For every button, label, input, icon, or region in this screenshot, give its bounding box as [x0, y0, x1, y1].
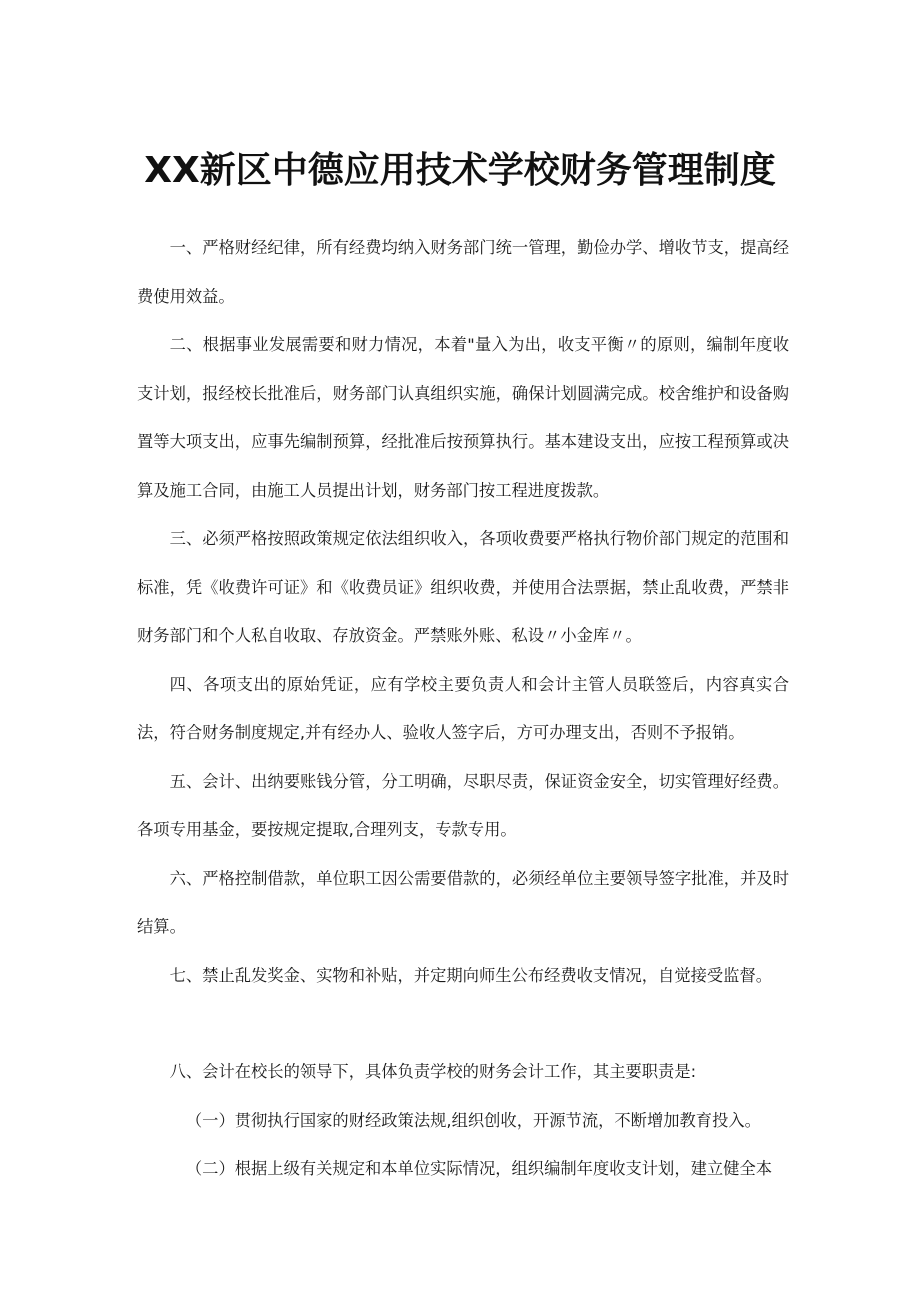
document-body: [137, 224, 789, 1194]
paragraph-6: 六、严格控制借款，单位职工因公需要借款的，必须经单位主要领导签字批准，并及时结算。: [137, 868, 789, 936]
paragraph-3: 三、必须严格按照政策规定依法组织收入，各项收费要严格执行物价部门规定的范围和标准，凭《收费许可证》和《收费员证》组织收费，并使用合法票据，禁止乱收费，严禁非财务部门和个人私自收取、存放资金。严禁账外账、私设〃小金库〃。: [137, 529, 789, 645]
paragraph-2: 二、根据事业发展需要和财力情况，本着"量入为出，收支平衡〃的原则，编制年度收支计划，报经校长批准后，财务部门认真组织实施，确保计划圆满完成。校舍维护和设备购置等大项支出，应事先编制预算，经批准后按预算执行。基本建设支出，应按工程预算或决算及施工合同，由施工人员提出计划，财务部门按工程进度拨款。: [137, 335, 789, 500]
document-title: XX新区中德应用技术学校财务管理制度: [144, 150, 776, 192]
paragraph-5: 五、会计、出纳要账钱分管，分工明确，尽职尽责，保证资金安全，切实管理好经费。各项专用基金，要按规定提取,合理列支，专款专用。: [137, 771, 789, 839]
paragraph-1: 一、严格财经纪律，所有经费均纳入财务部门统一管理，勤俭办学、增收节支，提高经费使用效益。: [137, 238, 789, 306]
paragraph-7: 七、禁止乱发奖金、实物和补贴，并定期向师生公布经费收支情况，自觉接受监督。: [169, 965, 773, 985]
paragraph-4: 四、各项支出的原始凭证，应有学校主要负责人和会计主管人员联签后，内容真实合法，符合财务制度规定,并有经办人、验收人签字后，方可办理支出，否则不予报销。: [137, 674, 789, 742]
paragraph-8-item-1: （一）贯彻执行国家的财经政策法规,组织创收，开源节流，不断增加教育投入。: [185, 1110, 761, 1130]
paragraph-8-item-2: （二）根据上级有关规定和本单位实际情况，组织编制年度收支计划，建立健全本: [185, 1159, 773, 1178]
paragraph-8: 八、会计在校长的领导下，具体负责学校的财务会计工作，其主要职责是:: [169, 1062, 697, 1081]
